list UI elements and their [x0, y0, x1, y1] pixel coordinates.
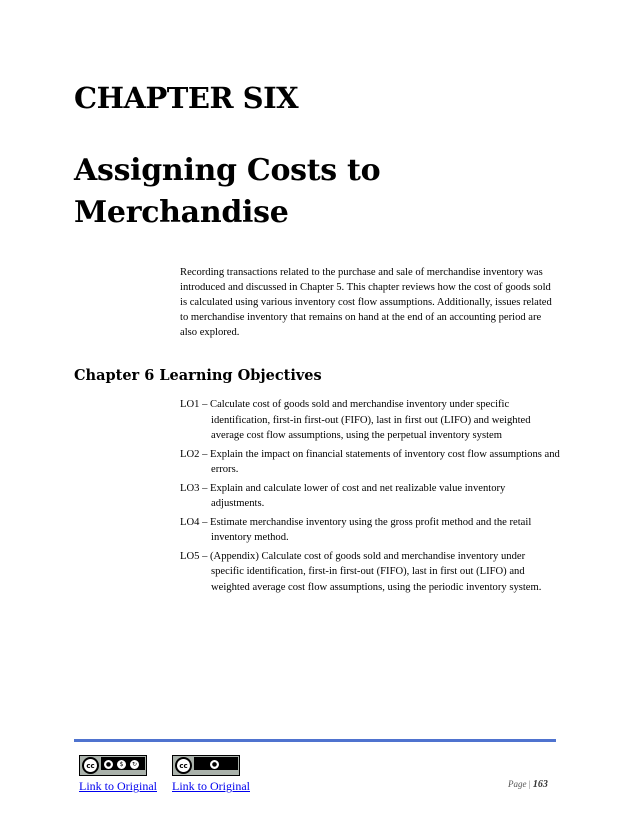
- cc-icon: cc: [175, 757, 192, 774]
- page-word: Page: [508, 779, 527, 789]
- cc-icon: cc: [82, 757, 99, 774]
- chapter-title: Assigning Costs to Merchandise: [74, 153, 381, 230]
- license-strip: [194, 757, 238, 770]
- objective-item: LO3 – Explain and calculate lower of cost and net realizable value inventory adjustments.: [180, 482, 506, 509]
- license-strip: [101, 757, 145, 770]
- page-number-value: 163: [532, 779, 548, 790]
- footer-rule: [74, 739, 556, 742]
- objective-item: LO1 – Calculate cost of goods sold and merchandise inventory under specific identification, first-in first-out (FIFO), last in first out (LIFO) and weighted average cost flow assumptions, using the perpetual inventory system: [180, 399, 531, 441]
- objectives-list: [180, 397, 560, 598]
- page-separator: |: [528, 779, 531, 789]
- sa-icon: ↻: [129, 759, 140, 770]
- nc-icon: $: [116, 759, 127, 770]
- chapter-label: CHAPTER SIX: [74, 81, 299, 115]
- cc-by-license-icon[interactable]: [172, 755, 240, 776]
- page-number: [508, 779, 548, 790]
- cc-by-nc-sa-license-icon[interactable]: [79, 755, 147, 776]
- link-to-original[interactable]: Link to Original: [79, 779, 157, 793]
- objectives-heading: Chapter 6 Learning Objectives: [74, 367, 322, 384]
- intro-paragraph: Recording transactions related to the purchase and sale of merchandise inventory was introduced and discussed in Chapter 5. This chapter reviews how the cost of goods sold is calculated using various inventory cost flow assumptions. Additionally, issues related to merchandise inventory that remains on hand at the end of an accounting period are also explored.: [180, 267, 552, 338]
- objective-item: LO4 – Estimate merchandise inventory using the gross profit method and the retail inventory method.: [180, 516, 532, 543]
- by-icon: ●: [103, 759, 114, 770]
- objective-item: LO2 – Explain the impact on financial statements of inventory cost flow assumptions and errors.: [180, 448, 560, 475]
- objective-item: LO5 – (Appendix) Calculate cost of goods sold and merchandise inventory under specific identification, first-in first-out (FIFO), last in first out (LIFO) and weighted average cost flow assumptions, using the periodic inventory system.: [180, 550, 542, 593]
- link-to-original[interactable]: Link to Original: [172, 779, 250, 793]
- by-icon: ●: [209, 759, 220, 770]
